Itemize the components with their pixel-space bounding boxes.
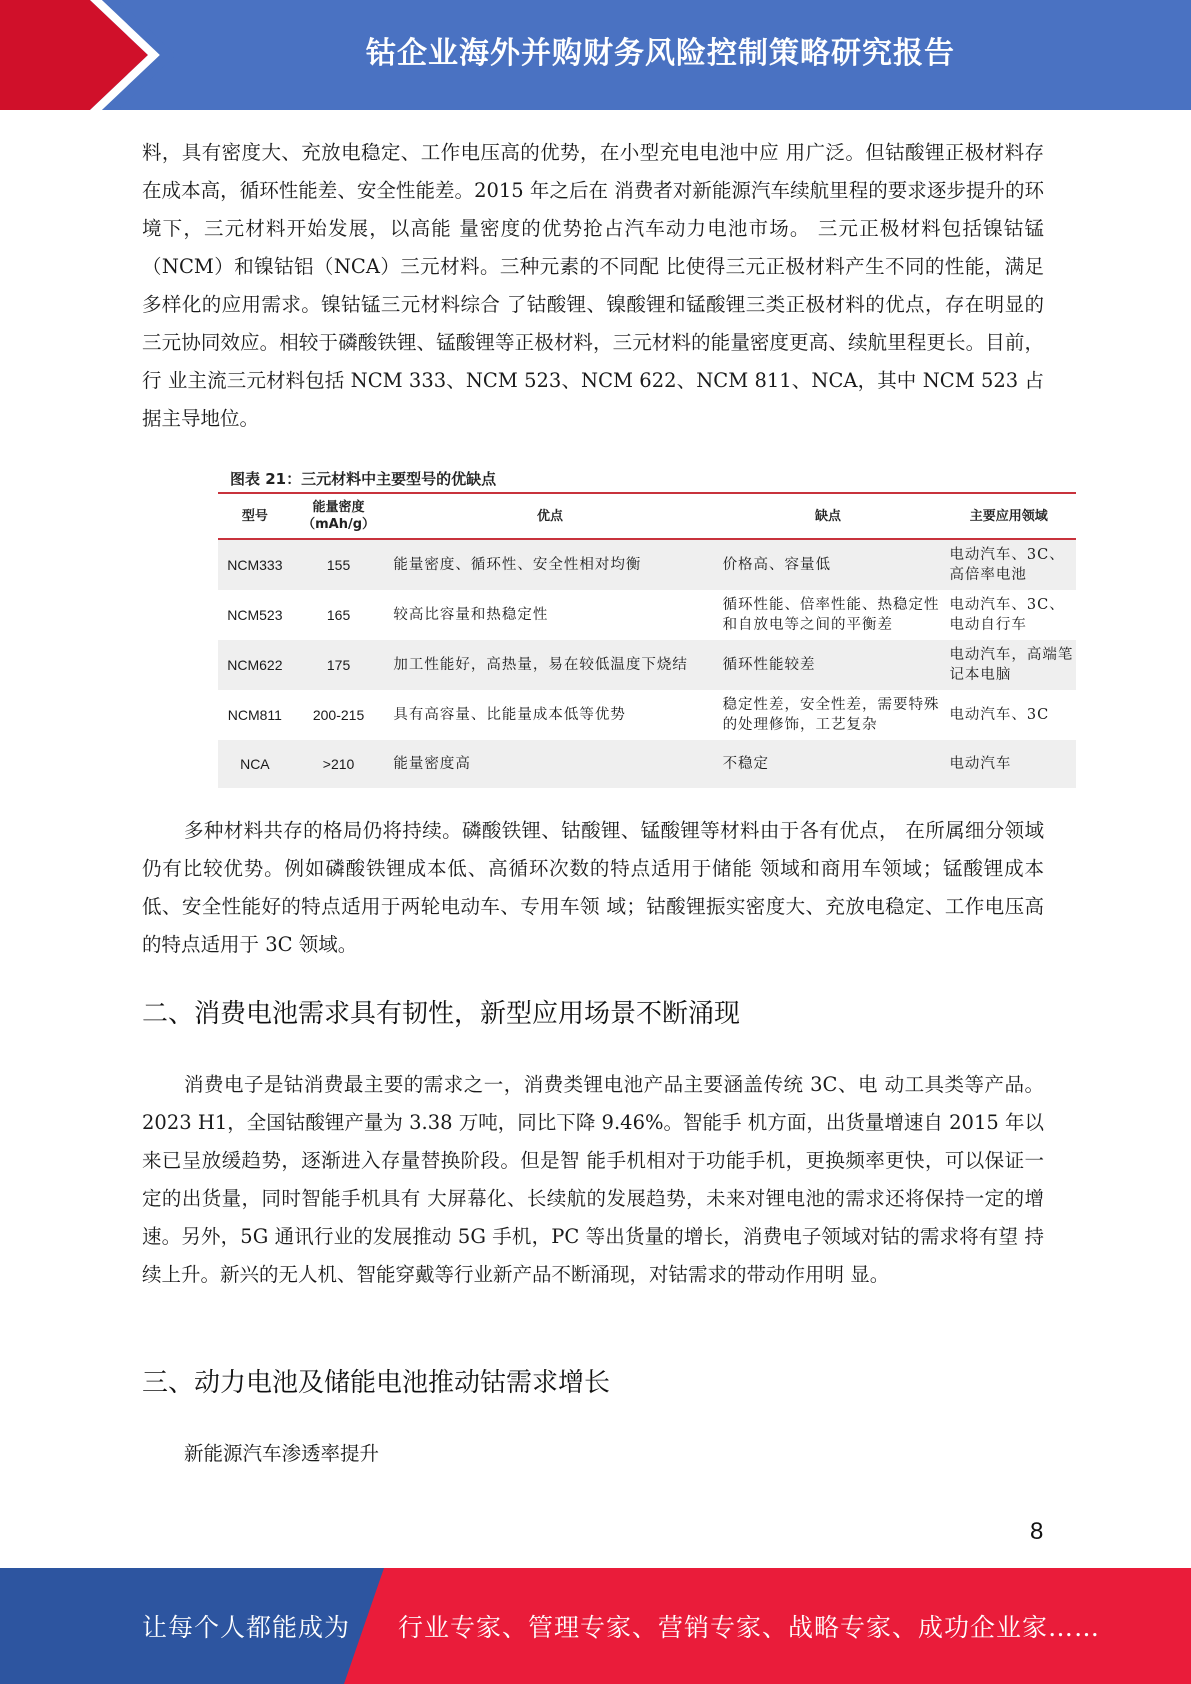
heading-block-1 — [142, 993, 1044, 1030]
cell-cons: 不稳定 — [715, 740, 942, 788]
cell-energy: 200-215 — [312, 707, 365, 723]
table-row — [218, 539, 1076, 590]
table-row — [218, 640, 1076, 690]
table-header-row — [218, 494, 1076, 539]
consumer-paragraph: 消费电子是钴消费最主要的需求之一，消费类锂电池产品主要涵盖传统 3C、电 动工具类等产品。2023 H1，全国钴酸锂产量为 3.38 万吨，同比下降 9.46%。智能手 机方面，出货量增速自 2015 年以来已呈放缓趋势，逐渐进入存量替换阶段。但是智 能手机相对于功能手机，更换频率更快，可以保证一定的出货量，同时智能手机具有 大屏幕化、长续航的发展趋势，未来对锂电池的需求还将保持一定的增速。另外，5G 通讯行业的发展推动 5G 手机，PC 等出货量的增长，消费电子领域对钴的需求将有望 持续上升。新兴的无人机、智能穿戴等行业新产品不断涌现，对钴需求的带动作用明 显。 — [142, 1073, 1044, 1286]
cell-pros: 能量密度高 — [385, 740, 714, 788]
cell-pros: 加工性能好，高热量，易在较低温度下烧结 — [385, 640, 714, 690]
cell-model: NCA — [218, 740, 292, 788]
cell-model: NCM622 — [218, 640, 292, 690]
report-title: 钴企业海外并购财务风险控制策略研究报告 — [366, 36, 955, 71]
comparison-table-block — [218, 466, 1076, 788]
footer-slogan-right: 行业专家、管理专家、营销专家、战略专家、成功企业家…… — [398, 1613, 1101, 1642]
cell-app: 电动汽车，高端笔记本电脑 — [941, 640, 1076, 690]
header-model: 型号 — [218, 494, 292, 539]
cell-model: NCM523 — [227, 607, 283, 623]
header-energy-line2: （mAh/g） — [302, 517, 376, 532]
page-number: 8 — [1030, 1518, 1044, 1545]
table-caption: 图表 21：三元材料中主要型号的优缺点 — [218, 466, 1076, 494]
cell-energy: >210 — [292, 740, 386, 788]
header-energy — [292, 494, 386, 539]
cell-model: NCM333 — [218, 539, 292, 590]
header-cons: 缺点 — [715, 494, 942, 539]
materials-paragraph: 多种材料共存的格局仍将持续。磷酸铁锂、钴酸锂、锰酸锂等材料由于各有优点， 在所属细分领域仍有比较优势。例如磷酸铁锂成本低、高循环次数的特点适用于储能 领域和商用车领域；锰酸锂成本低、安全性能好的特点适用于两轮电动车、专用车领 域；钴酸锂振实密度大、充放电稳定、工作电压高的特点适用于 3C 领域。 — [142, 819, 1044, 956]
header-app: 主要应用领域 — [941, 494, 1076, 539]
section-heading-consumer: 二、消费电池需求具有韧性，新型应用场景不断涌现 — [142, 999, 741, 1029]
table-row — [218, 740, 1076, 788]
cell-cons: 循环性能、倍率性能、热稳定性和自放电等之间的平衡差 — [722, 597, 940, 633]
page-header — [0, 0, 1191, 110]
cell-app: 电动汽车、3C — [949, 707, 1050, 723]
ternary-material-table — [218, 494, 1076, 788]
table-row — [218, 590, 1076, 640]
nev-section — [142, 1435, 1044, 1473]
footer-slogan-left: 让每个人都能成为 — [142, 1613, 351, 1642]
cell-pros: 较高比容量和热稳定性 — [393, 607, 549, 623]
cell-energy: 165 — [326, 607, 351, 623]
cell-energy: 155 — [292, 539, 386, 590]
heading-block-2 — [142, 1362, 1044, 1399]
cell-energy: 175 — [292, 640, 386, 690]
cell-model: NCM811 — [227, 707, 282, 723]
header-pros: 优点 — [385, 494, 714, 539]
materials-section — [142, 812, 1044, 964]
cell-cons: 稳定性差，安全性差，需要特殊的处理修饰，工艺复杂 — [722, 697, 940, 733]
cell-app: 电动汽车 — [941, 740, 1076, 788]
page-footer — [0, 1568, 1191, 1684]
cell-cons: 价格高、容量低 — [715, 539, 942, 590]
intro-paragraph: 料，具有密度大、充放电稳定、工作电压高的优势，在小型充电电池中应 用广泛。但钴酸锂正极材料存在成本高，循环性能差、安全性能差。2015 年之后在 消费者对新能源汽车续航里程的要求逐步提升的环境下，三元材料开始发展，以高能 量密度的优势抢占汽车动力电池市场。 三元正极材料包括镍钴锰（NCM）和镍钴铝（NCA）三元材料。三种元素的不同配 比使得三元正极材料产生不同的性能，满足多样化的应用需求。镍钴锰三元材料综合 了钴酸锂、镍酸锂和锰酸锂三类正极材料的优点，存在明显的三元协同效应。相较于磷酸铁锂、锰酸锂等正极材料，三元材料的能量密度更高、续航里程更长。目前，行 业主流三元材料包括 NCM 333、NCM 523、NCM 622、NCM 811、NCA，其中 NCM 523 占 据主导地位。 — [142, 141, 1044, 430]
cell-cons: 循环性能较差 — [715, 640, 942, 690]
cell-app: 电动汽车、3C、电动自行车 — [949, 597, 1065, 633]
consumer-section — [142, 1066, 1044, 1294]
cell-pros: 能量密度、循环性、安全性相对均衡 — [385, 539, 714, 590]
nev-paragraph: 新能源汽车渗透率提升 — [184, 1442, 380, 1465]
section-heading-power: 三、动力电池及储能电池推动钴需求增长 — [142, 1368, 611, 1398]
header-energy-line1: 能量密度 — [312, 500, 365, 515]
table-row — [218, 690, 1076, 740]
cell-pros: 具有高容量、比能量成本低等优势 — [393, 707, 626, 723]
intro-section — [142, 134, 1044, 438]
cell-app: 电动汽车、3C、高倍率电池 — [941, 539, 1076, 590]
